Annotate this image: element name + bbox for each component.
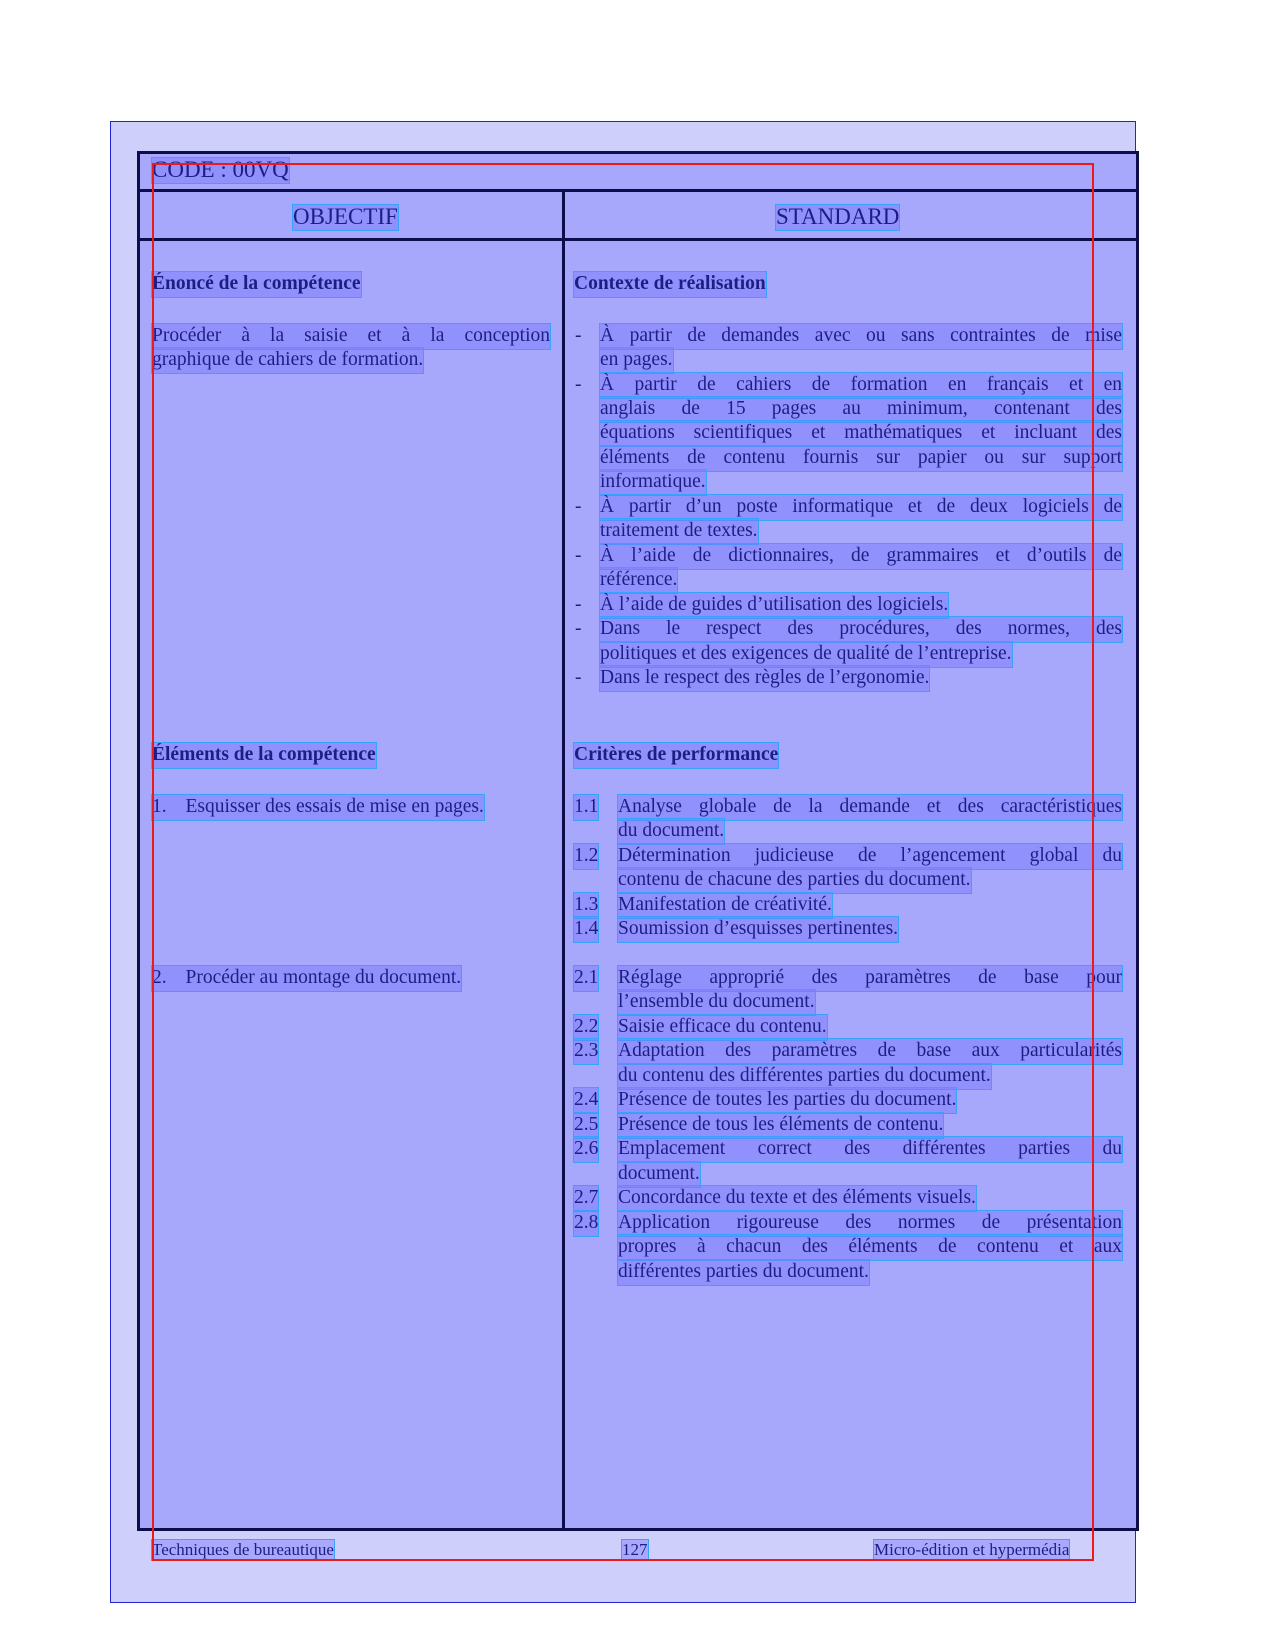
contexte-line: À partir d’un poste informatique et de deux logiciels de bbox=[600, 495, 1122, 520]
contexte-line: À l’aide de dictionnaires, de grammaires et d’outils de bbox=[600, 544, 1122, 569]
critere-number: 2.5 bbox=[574, 1113, 598, 1138]
critere-number: 2.3 bbox=[574, 1039, 598, 1064]
contexte-line: éléments de contenu fournis sur papier ou sur support bbox=[600, 446, 1122, 471]
enonce-heading: Énoncé de la compétence bbox=[152, 272, 361, 297]
column-header-divider bbox=[137, 238, 1139, 241]
element-text: Procéder au montage du document. bbox=[185, 967, 462, 988]
contexte-bullet: - bbox=[575, 374, 582, 395]
contexte-line: anglais de 15 pages au minimum, contenant des bbox=[600, 397, 1122, 422]
critere-number: 2.7 bbox=[574, 1186, 598, 1211]
critere-number: 2.6 bbox=[574, 1137, 598, 1162]
critere-number: 2.8 bbox=[574, 1211, 598, 1236]
footer-left: Techniques de bureautique bbox=[152, 1540, 334, 1559]
element-item bbox=[152, 966, 461, 991]
element-number: 2. bbox=[152, 967, 167, 988]
critere-line: document. bbox=[618, 1162, 700, 1187]
contexte-line: traitement de textes. bbox=[600, 519, 758, 544]
critere-line: Analyse globale de la demande et des caractéristiques bbox=[618, 795, 1122, 820]
critere-number: 2.2 bbox=[574, 1015, 598, 1040]
contexte-bullet: - bbox=[575, 545, 582, 566]
contexte-line: équations scientifiques et mathématiques et incluant des bbox=[600, 421, 1122, 446]
critere-line: du contenu des différentes parties du document. bbox=[618, 1064, 991, 1089]
contexte-line: en pages. bbox=[600, 348, 673, 373]
critere-line: contenu de chacune des parties du document. bbox=[618, 868, 971, 893]
contexte-bullet: - bbox=[575, 618, 582, 639]
enonce-line: Procéder à la saisie et à la conception bbox=[152, 324, 550, 349]
contexte-line: Dans le respect des règles de l’ergonomie. bbox=[600, 666, 929, 691]
enonce-line: graphique de cahiers de formation. bbox=[152, 348, 423, 373]
critere-line: Manifestation de créativité. bbox=[618, 893, 832, 918]
code-label: CODE : bbox=[152, 157, 227, 182]
contexte-line: À l’aide de guides d’utilisation des logiciels. bbox=[600, 593, 948, 618]
critere-number: 1.2 bbox=[574, 844, 598, 869]
column-divider bbox=[562, 191, 565, 1531]
critere-number: 1.4 bbox=[574, 917, 598, 942]
contexte-bullet: - bbox=[575, 594, 582, 615]
elements-heading: Éléments de la compétence bbox=[152, 743, 376, 768]
critere-line: propres à chacun des éléments de contenu et aux bbox=[618, 1235, 1122, 1260]
critere-line: du document. bbox=[618, 819, 724, 844]
contexte-line: référence. bbox=[600, 568, 677, 593]
footer-page-number: 127 bbox=[622, 1540, 648, 1559]
critere-line: Saisie efficace du contenu. bbox=[618, 1015, 827, 1040]
critere-line: l’ensemble du document. bbox=[618, 990, 815, 1015]
header-divider bbox=[137, 189, 1139, 192]
critere-line: Soumission d’esquisses pertinentes. bbox=[618, 917, 898, 942]
criteres-heading: Critères de performance bbox=[574, 743, 778, 768]
contexte-line: À partir de cahiers de formation en français et en bbox=[600, 373, 1122, 398]
critere-line: Application rigoureuse des normes de présentation bbox=[618, 1211, 1122, 1236]
critere-number: 2.4 bbox=[574, 1088, 598, 1113]
critere-number: 1.1 bbox=[574, 795, 598, 820]
code-value: 00VQ bbox=[232, 157, 289, 182]
critere-line: Réglage approprié des paramètres de base pour bbox=[618, 966, 1122, 991]
contexte-line: informatique. bbox=[600, 470, 706, 495]
footer-right: Micro-édition et hypermédia bbox=[874, 1540, 1070, 1559]
critere-number: 2.1 bbox=[574, 966, 598, 991]
column-header-objectif: OBJECTIF bbox=[293, 204, 398, 229]
critere-line: Détermination judicieuse de l’agencement global du bbox=[618, 844, 1122, 869]
code-row bbox=[152, 158, 289, 183]
element-number: 1. bbox=[152, 796, 167, 817]
critere-line: Emplacement correct des différentes parties du bbox=[618, 1137, 1122, 1162]
critere-line: différentes parties du document. bbox=[618, 1260, 869, 1285]
critere-line: Présence de toutes les parties du document. bbox=[618, 1088, 956, 1113]
element-item bbox=[152, 795, 484, 820]
element-text: Esquisser des essais de mise en pages. bbox=[185, 796, 484, 817]
critere-line: Concordance du texte et des éléments visuels. bbox=[618, 1186, 976, 1211]
contexte-line: politiques et des exigences de qualité de l’entreprise. bbox=[600, 642, 1012, 667]
critere-line: Présence de tous les éléments de contenu. bbox=[618, 1113, 943, 1138]
contexte-bullet: - bbox=[575, 325, 582, 346]
contexte-bullet: - bbox=[575, 496, 582, 517]
column-header-standard: STANDARD bbox=[776, 204, 900, 229]
contexte-heading: Contexte de réalisation bbox=[574, 272, 766, 297]
critere-number: 1.3 bbox=[574, 893, 598, 918]
critere-line: Adaptation des paramètres de base aux particularités bbox=[618, 1039, 1122, 1064]
contexte-line: Dans le respect des procédures, des normes, des bbox=[600, 617, 1122, 642]
contexte-line: À partir de demandes avec ou sans contraintes de mise bbox=[600, 324, 1122, 349]
contexte-bullet: - bbox=[575, 667, 582, 688]
